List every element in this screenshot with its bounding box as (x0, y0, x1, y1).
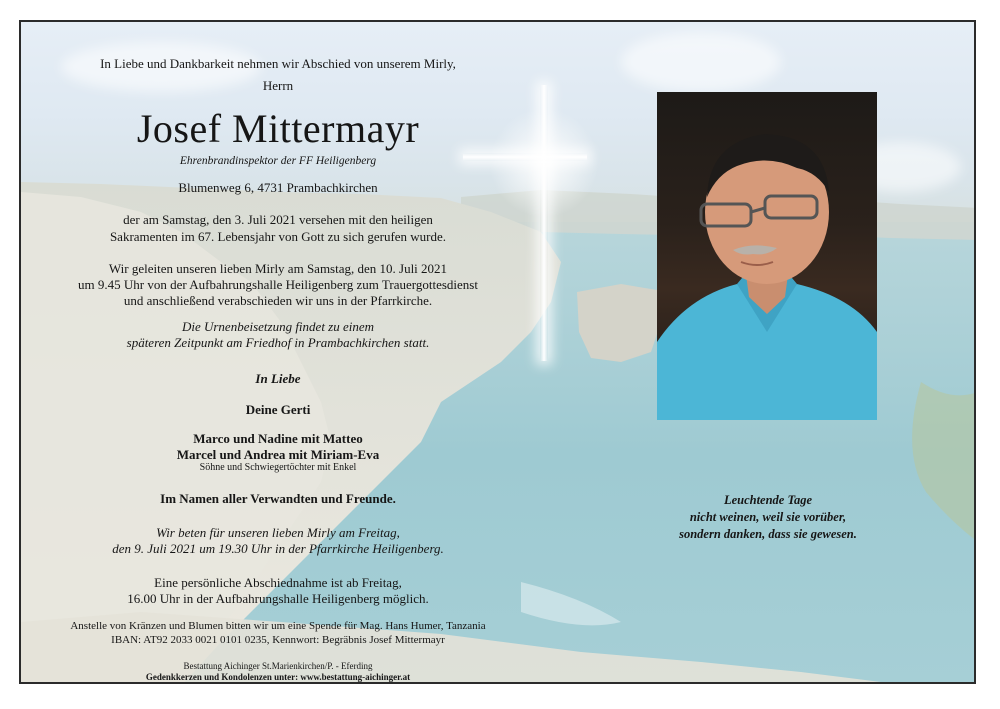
deceased-title: Ehrenbrandinspektor der FF Heiligenberg (179, 155, 377, 167)
donation-line: Anstelle von Kränzen und Blumen bitten wir um eine Spende für Mag. Hans Humer, Tanzania (70, 620, 486, 632)
prayer-line: den 9. Juli 2021 um 19.30 Uhr in der Pfarrkirche Heiligenberg. (112, 541, 444, 556)
cross-icon (540, 85, 548, 361)
salutation: Herrn (262, 78, 294, 93)
portrait-illustration (657, 92, 877, 420)
funeral-line: Wir geleiten unseren lieben Mirly am Samstag, den 10. Juli 2021 (108, 261, 448, 276)
donation-line: IBAN: AT92 2033 0021 0101 0235, Kennwort: Begräbnis Josef Mittermayr (111, 634, 445, 646)
children-note: Söhne und Schwiegertöchter mit Enkel (199, 462, 357, 473)
farewell-line: 16.00 Uhr in der Aufbahrungshalle Heiligenberg möglich. (127, 591, 429, 606)
quote-line: nicht weinen, weil sie vorüber, (689, 510, 847, 524)
death-line: Sakramenten im 67. Lebensjahr von Gott zu sich gerufen wurde. (109, 229, 447, 244)
deceased-address: Blumenweg 6, 4731 Prambachkirchen (178, 180, 378, 195)
prayer-line: Wir beten für unseren lieben Mirly am Freitag, (156, 525, 400, 540)
funeral-line: und anschließend verabschieden wir uns in der Pfarrkirche. (123, 293, 433, 308)
death-line: der am Samstag, den 3. Juli 2021 versehen mit den heiligen (123, 212, 433, 227)
condolences-line: Gedenkkerzen und Kondolenzen unter: www.bestattung-aichinger.at (145, 672, 411, 682)
in-love-heading: In Liebe (255, 371, 301, 386)
undertaker-line: Bestattung Aichinger St.Marienkirchen/P. - Eferding (183, 661, 373, 671)
portrait-photo (657, 92, 877, 420)
spouse-name: Deine Gerti (245, 402, 311, 417)
relatives-line: Im Namen aller Verwandten und Freunde. (160, 491, 396, 506)
quote-line: sondern danken, dass sie gewesen. (679, 527, 857, 541)
funeral-line: um 9.45 Uhr von der Aufbahrungshalle Heiligenberg zum Trauergottesdienst (78, 277, 478, 292)
deceased-name: Josef Mittermayr (136, 106, 420, 151)
children-line: Marco und Nadine mit Matteo (193, 431, 363, 446)
farewell-line: Eine persönliche Abschiednahme ist ab Freitag, (154, 575, 402, 590)
memorial-quote (633, 492, 903, 543)
obituary-card (19, 20, 976, 684)
children-line: Marcel und Andrea mit Miriam-Eva (176, 447, 380, 462)
urn-line: Die Urnenbeisetzung findet zu einem (181, 319, 375, 334)
quote-line: Leuchtende Tage (723, 493, 813, 507)
cloud (621, 32, 781, 92)
intro-text: In Liebe und Dankbarkeit nehmen wir Abschied von unserem Mirly, (100, 56, 456, 71)
urn-line: späteren Zeitpunkt am Friedhof in Prambachkirchen statt. (126, 335, 430, 350)
